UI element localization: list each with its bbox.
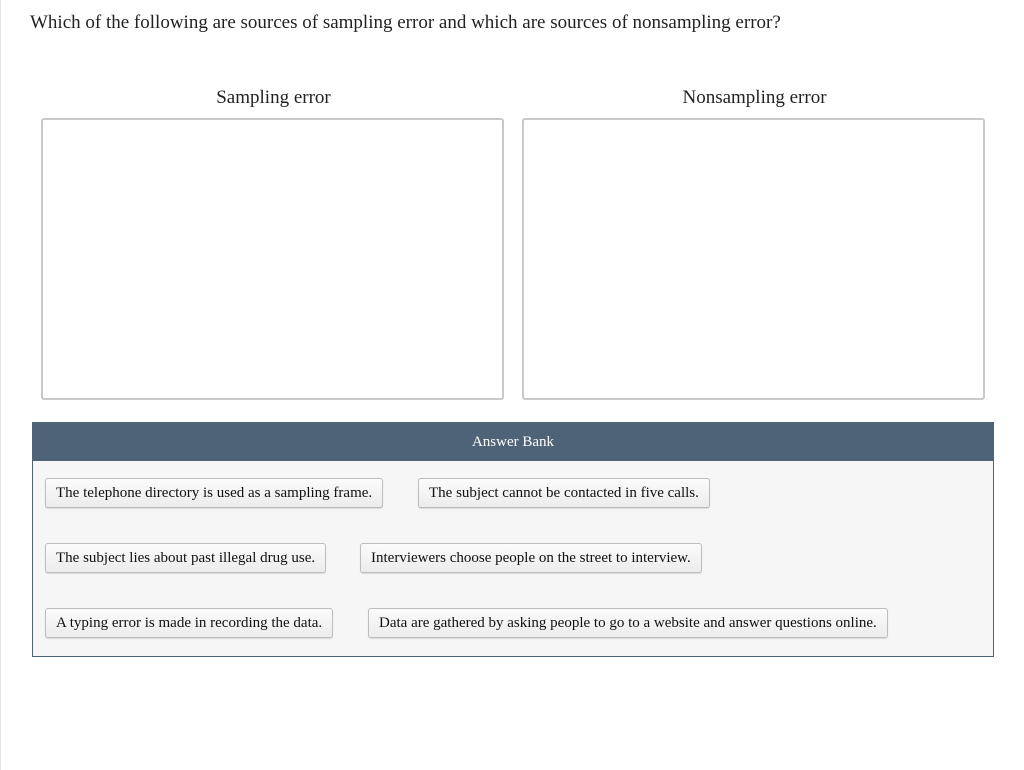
answer-chip-website-questions[interactable]: Data are gathered by asking people to go to a website and answer questions online. — [368, 608, 888, 638]
nonsampling-error-title: Nonsampling error — [682, 87, 827, 108]
answer-chip-cannot-be-contacted[interactable]: The subject cannot be contacted in five calls. — [418, 478, 710, 508]
sampling-error-dropzone[interactable] — [41, 118, 504, 400]
answer-bank-title: Answer Bank — [471, 433, 555, 450]
sampling-error-title: Sampling error — [216, 87, 331, 108]
answer-chip-street-interviews[interactable]: Interviewers choose people on the street to interview. — [360, 543, 702, 573]
answer-chip-typing-error[interactable]: A typing error is made in recording the data. — [45, 608, 333, 638]
answer-bank — [32, 422, 994, 657]
answer-chip-telephone-directory[interactable]: The telephone directory is used as a sampling frame. — [45, 478, 383, 508]
answer-chip-lies-about-drug-use[interactable]: The subject lies about past illegal drug use. — [45, 543, 326, 573]
nonsampling-error-dropzone[interactable] — [522, 118, 985, 400]
question-text: Which of the following are sources of sampling error and which are sources of nonsampling error? — [30, 12, 781, 33]
answer-bank-header — [33, 423, 993, 461]
